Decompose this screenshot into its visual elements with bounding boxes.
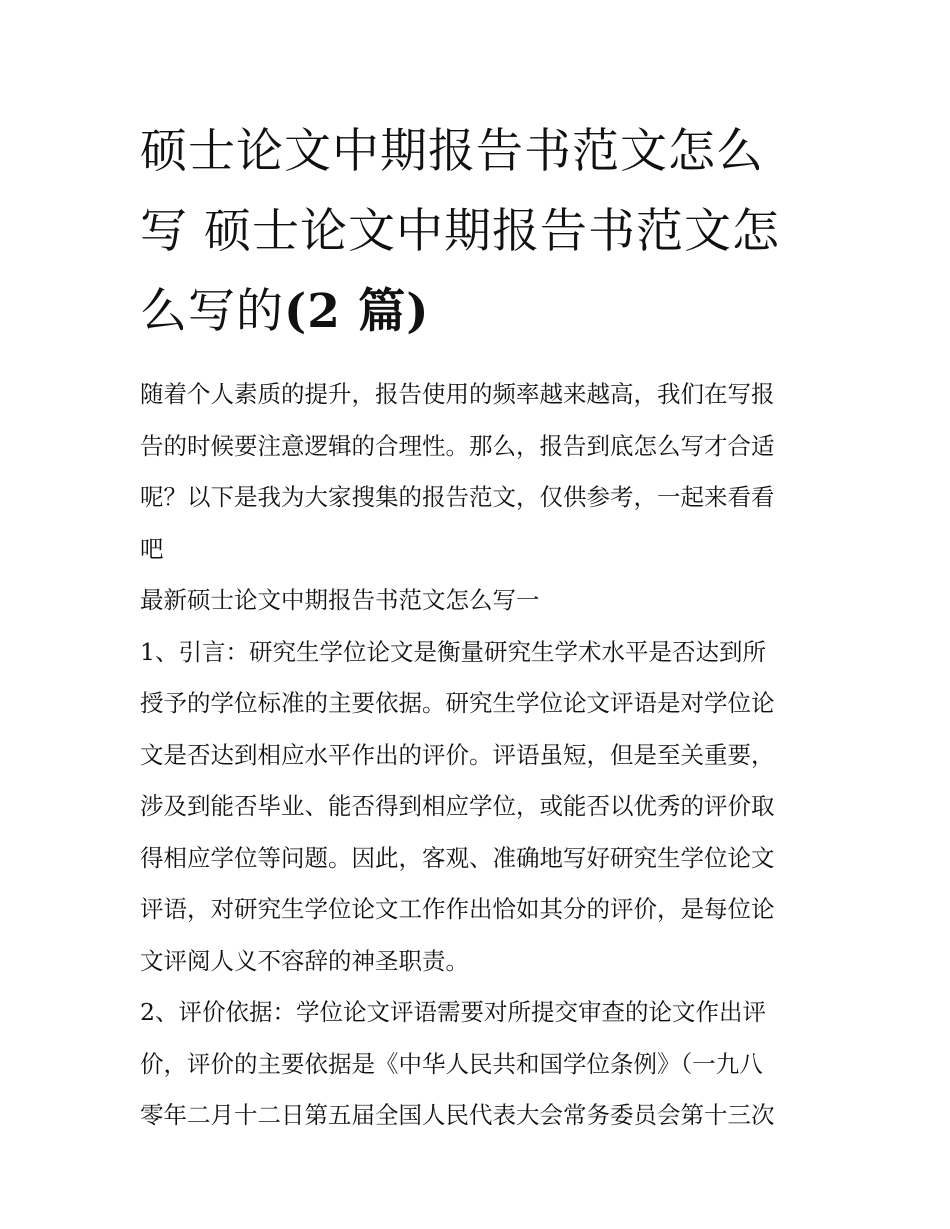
document-page: [140, 112, 812, 1142]
title-line-3-text: 么写的: [140, 284, 284, 339]
title-count: (2 篇): [284, 284, 430, 339]
text-line: 告的时候要注意逻辑的合理性。那么，报告到底怎么写才合适: [140, 431, 775, 460]
text-line: 吧: [140, 534, 164, 563]
text-line: 随着个人素质的提升，报告使用的频率越来越高，我们在写报: [140, 380, 775, 408]
document-title: [140, 112, 812, 352]
text-line: 评语，对研究生学位论文工作作出恰如其分的评价，是每位论: [140, 895, 775, 923]
document-body: [140, 369, 812, 1142]
text-line: 得相应学位等问题。因此，客观、准确地写好研究生学位论文: [140, 843, 775, 872]
text-line: 零年二月十二日第五届全国人民代表大会常务委员会第十三次: [140, 1101, 775, 1129]
text-line: 价，评价的主要依据是《中华人民共和国学位条例》（一九八: [140, 1049, 763, 1078]
text-line: 授予的学位标准的主要依据。研究生学位论文评语是对学位论: [140, 689, 775, 717]
text-line: 文是否达到相应水平作出的评价。评语虽短，但是至关重要，: [140, 740, 775, 769]
text-line: 涉及到能否毕业、能否得到相应学位，或能否以优秀的评价取: [140, 792, 775, 820]
section-heading: 最新硕士论文中期报告书范文怎么写一: [140, 586, 540, 614]
text-line: 文评阅人义不容辞的神圣职责。: [140, 946, 469, 975]
text-line: 呢？以下是我为大家搜集的报告范文，仅供参考，一起来看看: [140, 483, 775, 511]
title-line-3: [140, 272, 812, 352]
text-line: 1、引言：研究生学位论文是衡量研究生学术水平是否达到所: [140, 637, 766, 666]
title-line-1: 硕士论文中期报告书范文怎么: [140, 124, 764, 179]
text-line: 2、评价依据：学位论文评语需要对所提交审查的论文作出评: [140, 998, 766, 1026]
title-line-2: 写 硕士论文中期报告书范文怎: [140, 204, 780, 259]
